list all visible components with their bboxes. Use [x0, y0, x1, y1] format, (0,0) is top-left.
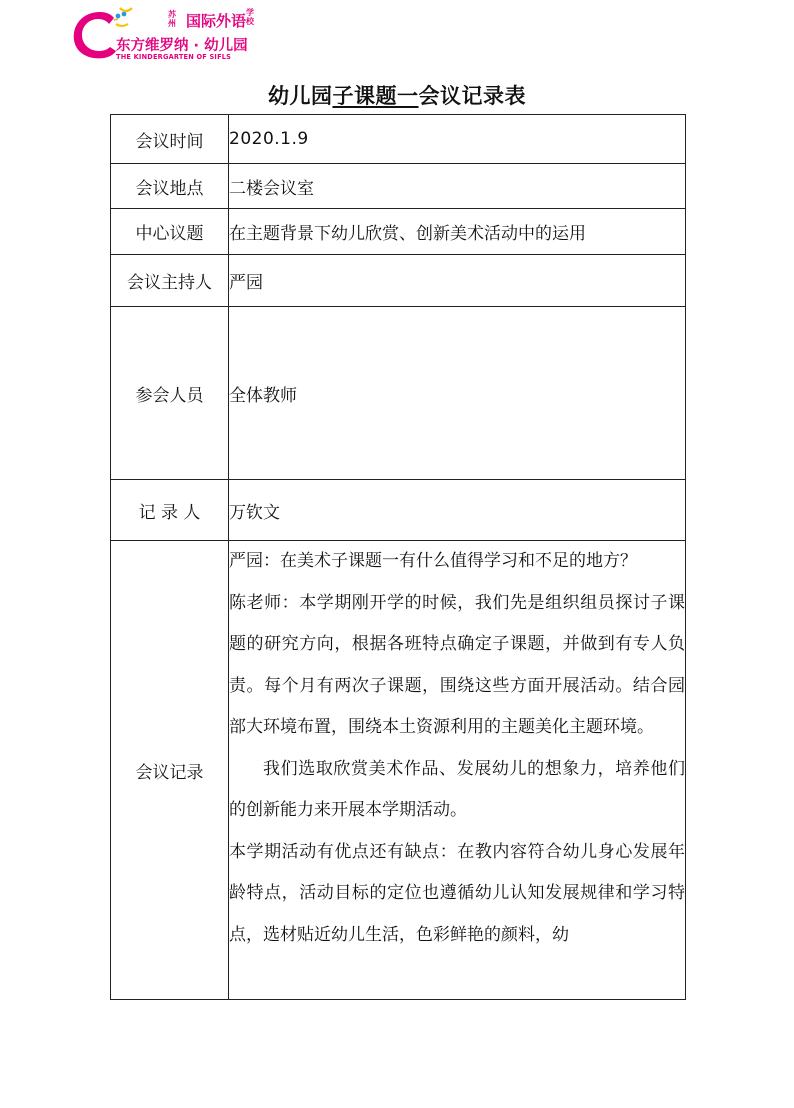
value-topic: 在主题背景下幼儿欣赏、创新美术活动中的运用 — [229, 209, 686, 255]
value-host: 严园 — [229, 255, 686, 307]
value-recorder: 万钦文 — [229, 480, 686, 541]
title-pre: 幼儿园 — [268, 84, 333, 108]
minutes-paragraph: 严园：在美术子课题一有什么值得学习和不足的地方？ — [229, 551, 637, 571]
label-minutes: 会议记录 — [111, 541, 229, 1000]
title-post: 会议记录表 — [418, 84, 526, 108]
minutes-paragraph: 本学期活动有优点还有缺点：在教内容符合幼儿身心发展年龄特点，活动目标的定位也遵循幼儿认知发展规律和学习特点，选材贴近幼儿生活，色彩鲜艳的颜料，幼 — [229, 841, 685, 945]
label-place: 会议地点 — [111, 164, 229, 209]
meeting-record-table — [110, 114, 686, 1000]
logo-english: THE KINDERGARTEN OF SIFLS — [116, 53, 232, 61]
minutes-paragraph: 陈老师：本学期刚开学的时候，我们先是组织组员探讨子课题的研究方向，根据各班特点确定子课题，并做到有专人负责。每个月有两次子课题，围绕这些方面开展活动。结合园部大环境布置，围绕本土资源利用的主题美化主题环境。 — [229, 592, 685, 737]
row-recorder — [111, 480, 686, 541]
row-participants — [111, 307, 686, 480]
value-participants: 全体教师 — [229, 307, 686, 480]
logo-kindergarten: 东方维罗纳 · 幼儿园 — [116, 38, 248, 54]
logo-city: 苏州 — [168, 10, 176, 28]
title-underlined: 子课题一 — [332, 84, 419, 108]
row-minutes — [111, 541, 686, 1000]
row-topic — [111, 209, 686, 255]
logo-school-suffix: 学校 — [246, 8, 254, 26]
label-participants: 参会人员 — [111, 307, 229, 480]
label-time: 会议时间 — [111, 115, 229, 164]
label-topic: 中心议题 — [111, 209, 229, 255]
minutes-paragraph: 我们选取欣赏美术作品、发展幼儿的想象力，培养他们的创新能力来开展本学期活动。 — [229, 758, 685, 820]
row-host — [111, 255, 686, 307]
value-time: 2020.1.9 — [229, 115, 686, 164]
logo-school-name: 国际外语 — [186, 12, 247, 30]
label-recorder: 记 录 人 — [111, 480, 229, 541]
school-logo — [70, 4, 270, 62]
value-place: 二楼会议室 — [229, 164, 686, 209]
label-host: 会议主持人 — [111, 255, 229, 307]
minutes-content — [229, 541, 686, 1000]
row-place — [111, 164, 686, 209]
row-time — [111, 115, 686, 164]
page-title — [0, 80, 794, 110]
